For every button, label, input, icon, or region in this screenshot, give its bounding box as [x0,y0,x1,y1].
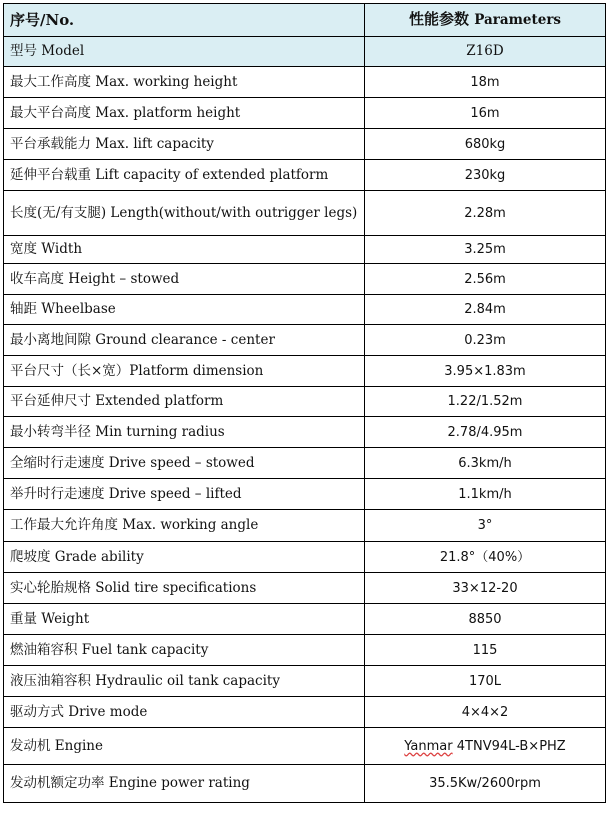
table-row [4,417,606,448]
table-row [4,542,606,573]
table-row [4,191,606,236]
row-label: 最小离地间隙 Ground clearance - center [4,325,365,356]
row-value: 2.28m [365,191,606,236]
header-no: 序号/No. [4,4,365,37]
row-value: 0.23m [365,325,606,356]
row-label: 延伸平台载重 Lift capacity of extended platform [4,160,365,191]
engine-model: 4TNV94L-B×PHZ [456,738,566,754]
row-label: 轴距 Wheelbase [4,295,365,325]
table-row [4,67,606,98]
row-label: 最大平台高度 Max. platform height [4,98,365,129]
row-value: 3.25m [365,236,606,264]
row-value: Z16D [365,37,606,67]
row-label: 液压油箱容积 Hydraulic oil tank capacity [4,666,365,697]
row-label: 最小转弯半径 Min turning radius [4,417,365,448]
row-label: 最大工作高度 Max. working height [4,67,365,98]
row-value: 21.8°（40%） [365,542,606,573]
table-row [4,604,606,635]
table-header-row [4,4,606,37]
row-value: 170L [365,666,606,697]
table-row [4,479,606,510]
row-value: 18m [365,67,606,98]
row-value: 4×4×2 [365,697,606,728]
table-row [4,325,606,356]
table-row [4,697,606,728]
row-value: 3.95×1.83m [365,356,606,387]
table-row [4,129,606,160]
row-label: 宽度 Width [4,236,365,264]
row-label: 长度(无/有支腿) Length(without/with outrigger legs) [4,191,365,236]
row-value: 2.84m [365,295,606,325]
row-value: 680kg [365,129,606,160]
row-value: 8850 [365,604,606,635]
table-row [4,666,606,697]
header-parameters-cn: 性能参数 [408,10,469,28]
engine-brand: Yanmar [404,738,453,754]
spec-table [3,3,606,803]
row-value: 3° [365,510,606,542]
row-value: 230kg [365,160,606,191]
row-label: 型号 Model [4,37,365,67]
row-label: 驱动方式 Drive mode [4,697,365,728]
table-row [4,356,606,387]
row-value: 115 [365,635,606,666]
row-value: 33×12-20 [365,573,606,604]
row-label: 爬坡度 Grade ability [4,542,365,573]
row-label: 收车高度 Height – stowed [4,264,365,295]
table-row [4,160,606,191]
row-label: 工作最大允许角度 Max. working angle [4,510,365,542]
row-label: 实心轮胎规格 Solid tire specifications [4,573,365,604]
row-label: 发动机额定功率 Engine power rating [4,765,365,803]
row-label: 平台承载能力 Max. lift capacity [4,129,365,160]
table-row [4,264,606,295]
row-label: 平台尺寸（长×宽）Platform dimension [4,356,365,387]
header-parameters [365,4,606,37]
row-value: 2.78/4.95m [365,417,606,448]
table-row [4,98,606,129]
table-row [4,728,606,765]
table-row [4,236,606,264]
table-row [4,37,606,67]
table-row [4,295,606,325]
row-label: 平台延伸尺寸 Extended platform [4,387,365,417]
table-row [4,448,606,479]
row-label: 重量 Weight [4,604,365,635]
table-row [4,765,606,803]
row-label: 举升时行走速度 Drive speed – lifted [4,479,365,510]
row-value: 1.1km/h [365,479,606,510]
row-label: 燃油箱容积 Fuel tank capacity [4,635,365,666]
row-value: 6.3km/h [365,448,606,479]
row-value: 1.22/1.52m [365,387,606,417]
table-row [4,387,606,417]
row-value [365,728,606,765]
row-value: 16m [365,98,606,129]
row-label: 全缩时行走速度 Drive speed – stowed [4,448,365,479]
row-label: 发动机 Engine [4,728,365,765]
table-row [4,510,606,542]
row-value: 2.56m [365,264,606,295]
table-row [4,635,606,666]
table-row [4,573,606,604]
header-parameters-en: Parameters [474,12,562,28]
row-value: 35.5Kw/2600rpm [365,765,606,803]
